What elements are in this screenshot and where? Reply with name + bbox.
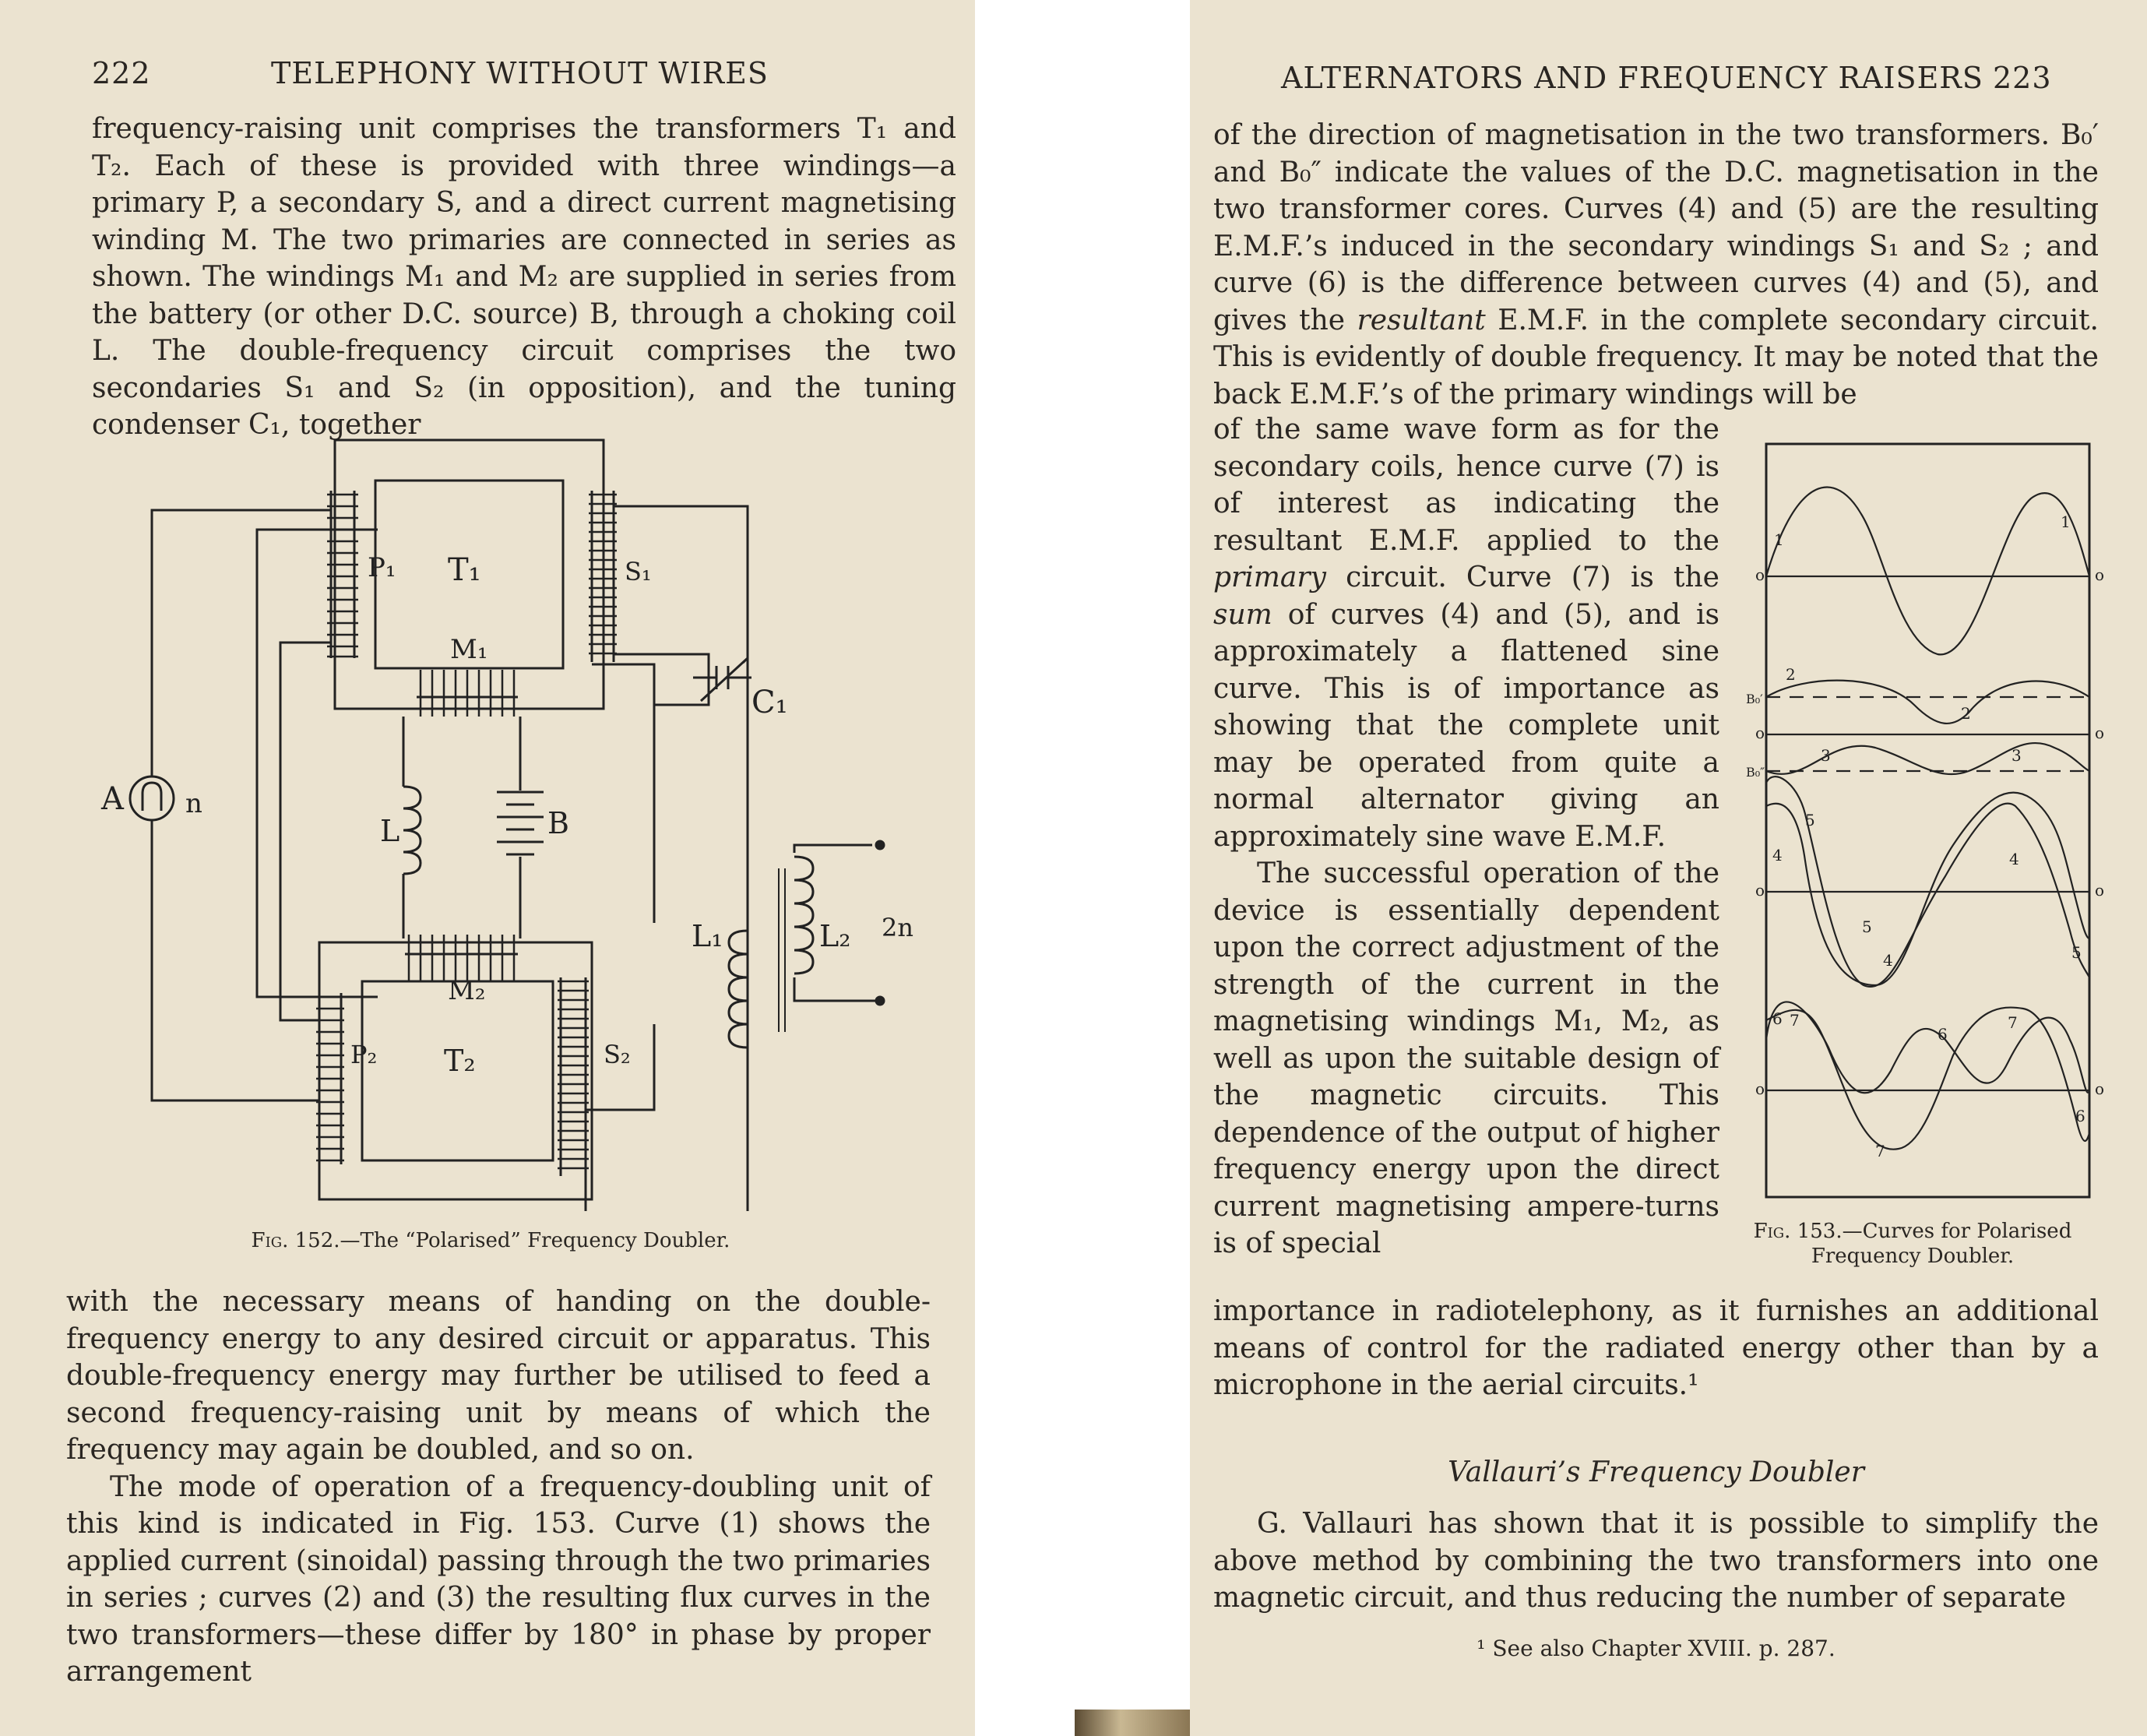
curve-label-7: 7	[2008, 1013, 2018, 1032]
page-number: 222	[92, 56, 151, 90]
curve-label-3: 3	[2011, 746, 2022, 765]
left-page	[0, 0, 975, 1736]
book-spine-shadow	[1075, 1710, 1190, 1736]
figure-caption: Fig. 152.—The “Polarised” Frequency Doubler.	[251, 1229, 730, 1252]
axis-zero-label: o	[2095, 724, 2105, 742]
axis-zero-label: o	[2095, 1079, 2105, 1098]
axis-zero-label: o	[1755, 881, 1765, 900]
curve-label-6: 6	[2075, 1107, 2085, 1125]
label-t1: T₁	[448, 552, 481, 588]
curve-label-6: 6	[1938, 1025, 1948, 1044]
page-number: 223	[1993, 61, 2052, 95]
curve-label-3: 3	[1821, 746, 1831, 765]
paragraph: with the necessary means of handing on the double-frequency energy to any desired circuit or apparatus. This double-frequency energy may further be utilised to feed a second frequency-raising unit by means of which the frequency may again be doubled, and so on. The mode of operation of a frequency-doubling unit of this kind is indicated in Fig. 153. Curve (1) shows the applied current (sinoidal) passing through the two primaries in series ; curves (2) and (3) the resulting flux curves in the two transformers—these differ by 180° in phase by proper arrangement	[66, 1286, 931, 1688]
curve-label-2: 2	[1786, 665, 1796, 684]
curves-figure	[1688, 440, 2124, 1203]
label-c1: C₁	[751, 685, 788, 720]
paragraph: of the direction of magnetisation in the two transformers. B₀′ and B₀″ indicate the values of the D.C. magnetisation in the two transformer cores. Curves (4) and (5) are the resulting E.M.F.’s induced in the secondary windings S₁ and S₂ ; and curve (6) is the difference between curves (4) and (5), and gives the resultant E.M.F. in the complete secondary circuit. This is evidently of double frequency. It may be noted that the back E.M.F.’s of the primary windings will be	[1213, 119, 2099, 410]
b0-double-prime-label: B₀″	[1746, 765, 1765, 780]
footnote: ¹ See also Chapter XVIII. p. 287.	[1477, 1636, 1836, 1661]
label-n: n	[185, 788, 202, 819]
curve-label-1: 1	[1774, 530, 1784, 549]
axis-zero-label: o	[1755, 565, 1765, 584]
curve-label-7: 7	[1875, 1142, 1885, 1160]
label-p1: P₁	[368, 552, 396, 583]
label-s2: S₂	[604, 1040, 631, 1069]
label-2n: 2n	[882, 913, 913, 942]
label-l2: L₂	[819, 919, 851, 953]
running-head: TELEPHONY WITHOUT WIRES	[271, 56, 769, 90]
label-m2: M₂	[448, 975, 486, 1006]
axis-zero-label: o	[1755, 724, 1765, 742]
label-a: A	[101, 781, 124, 817]
paragraph: G. Vallauri has shown that it is possible to simplify the above method by combining the two transformers into one magnetic circuit, and thus reducing the number of separate	[1213, 1508, 2099, 1614]
label-l1: L₁	[692, 919, 723, 953]
curve-label-7: 7	[1790, 1011, 1800, 1030]
paragraph-beside-figure: of the same wave form as for the secondary coils, hence curve (7) is of interest as indicating the resultant E.M.F. applied to the primary circuit. Curve (7) is the sum of curves (4) and (5), and is approximately a flattened sine curve. This is of importance as showing that the complete unit may be operated from quite a normal alternator giving an approximately sine wave E.M.F. The successful operation of the device is essentially dependent upon the correct adjustment of the strength of the current in the magnetising windings M₁, M₂, as well as upon the suitable design of the magnetic circuits. This dependence of the output of higher frequency energy upon the direct current magnetising ampere-turns is of special	[1213, 414, 1719, 1259]
curve-label-4: 4	[2009, 850, 2019, 868]
axis-zero-label: o	[2095, 881, 2105, 900]
curve-label-4: 4	[1772, 846, 1783, 864]
figure-caption: Fig. 153.—Curves for Polarised Frequency Doubler.	[1753, 1220, 2072, 1268]
curve-label-1: 1	[2061, 512, 2071, 531]
curve-label-6: 6	[1772, 1009, 1783, 1028]
curve-label-2: 2	[1961, 704, 1971, 723]
paragraph: importance in radiotelephony, as it furnishes an additional means of control for the radiated energy other than by a microphone in the aerial circuits.¹	[1213, 1295, 2099, 1401]
right-page	[1190, 0, 2147, 1736]
curve-label-5: 5	[1805, 811, 1815, 829]
label-s1: S₁	[625, 557, 652, 586]
paragraph: frequency-raising unit comprises the transformers T₁ and T₂. Each of these is provided with three windings—a primary P, a secondary S, and a direct current magnetising winding M. The two primaries are connected in series as shown. The windings M₁ and M₂ are supplied in series from the battery (or other D.C. source) B, through a choking coil L. The double-frequency circuit comprises the two secondaries S₁ and S₂ (in opposition), and the tuning condenser C₁, together	[92, 113, 956, 441]
section-heading: Vallauri’s Frequency Doubler	[1448, 1456, 1864, 1488]
b0-prime-label: B₀′	[1746, 692, 1763, 706]
curve-label-4: 4	[1883, 951, 1893, 970]
running-head: ALTERNATORS AND FREQUENCY RAISERS	[1281, 61, 1983, 95]
curve-label-5: 5	[2071, 943, 2082, 962]
label-b: B	[547, 806, 569, 840]
label-m1: M₁	[450, 634, 488, 665]
gutter	[975, 0, 1190, 1736]
label-l: L	[380, 814, 400, 848]
circuit-diagram	[93, 432, 950, 1211]
label-p2: P₂	[350, 1040, 378, 1069]
label-t2: T₂	[444, 1044, 476, 1078]
axis-zero-label: o	[2095, 565, 2105, 584]
axis-zero-label: o	[1755, 1079, 1765, 1098]
italic-word: resultant	[1357, 304, 1486, 336]
curve-label-5: 5	[1862, 917, 1872, 936]
